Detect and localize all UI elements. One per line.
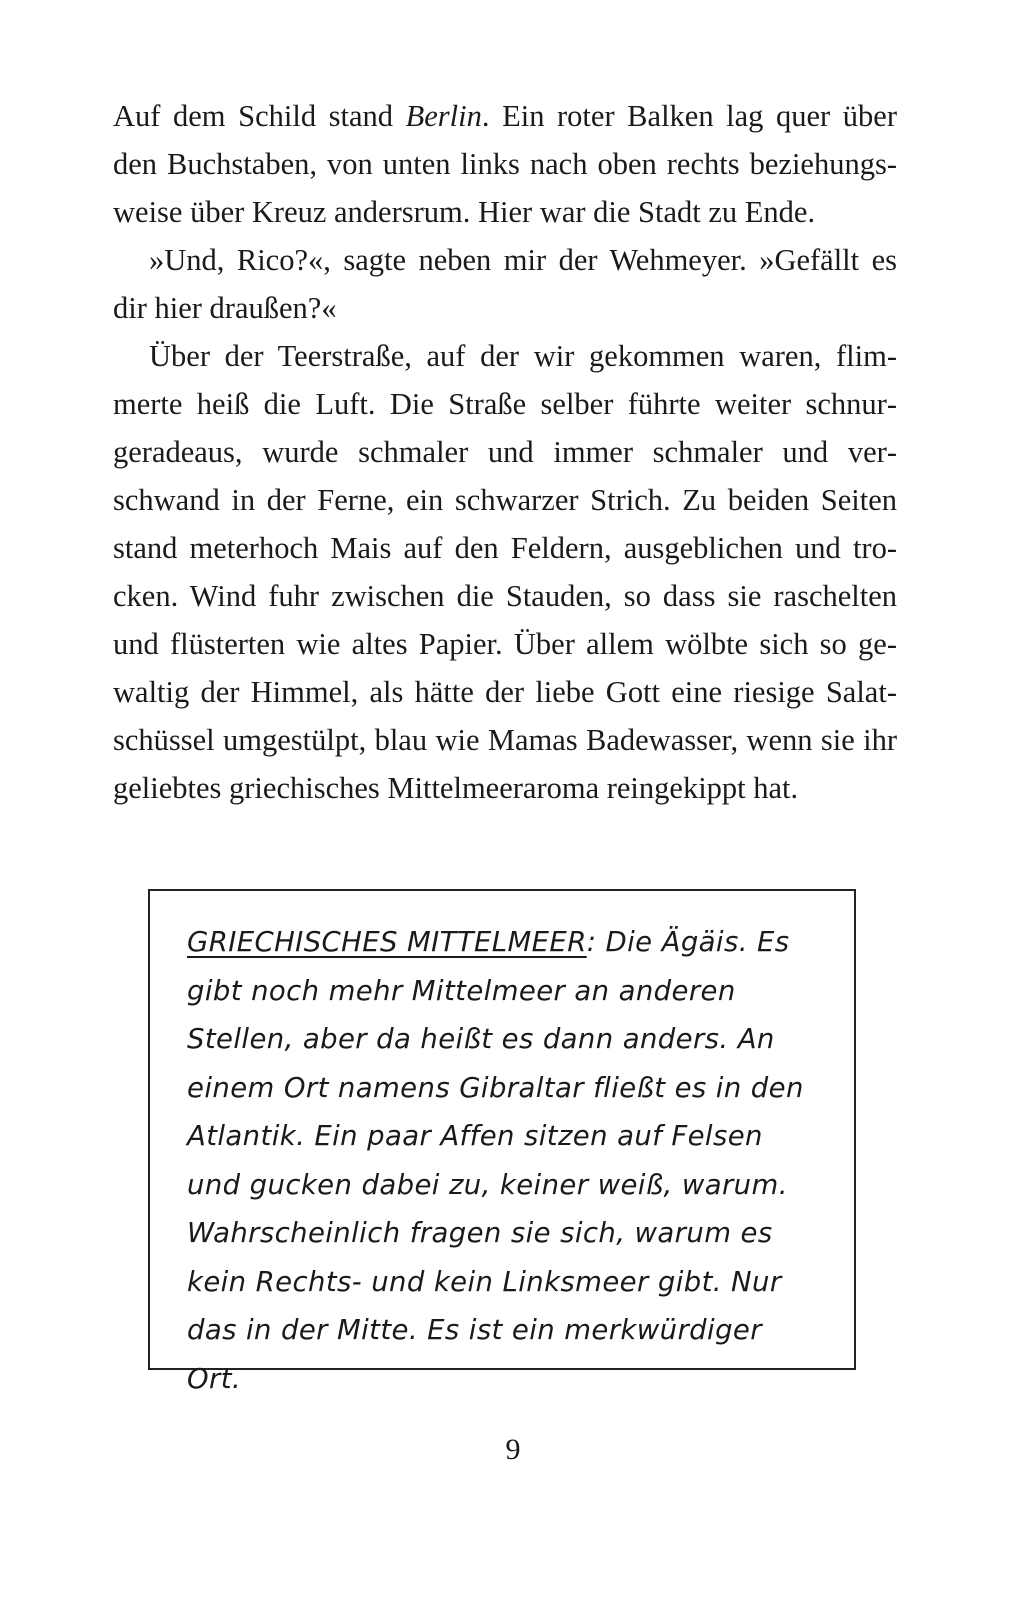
paragraph-3: Über der Teerstraße, auf der wir gekommen waren, flimmerte heiß die Luft. Die Straße selber führte weiter schnurgeradeaus, wurde schmaler und immer schmaler und verschwand in der Ferne, ein schwarzer Strich. Zu beiden Seiten stand meterhoch Mais auf den Feldern, ausgeblichen und trocken. Wind fuhr zwischen die Stauden, so dass sie raschelten und flüsterten wie altes Papier. Über allem wölbte sich so gewaltig der Himmel, als hätte der liebe Gott eine riesige Salatschüssel umgestülpt, blau wie Mamas Badewasser, wenn sie ihr geliebtes griechisches Mittelmeeraroma reingekippt hat. <box>113 339 897 805</box>
sign-text-berlin: Berlin <box>405 99 482 133</box>
paragraph-1 <box>113 92 897 236</box>
body-text <box>113 92 897 812</box>
glossary-note-box <box>148 889 856 1395</box>
paragraph-2: »Und, Rico?«, sagte neben mir der Wehmeyer. »Gefällt es dir hier draußen?« <box>113 243 897 325</box>
glossary-definition: Die Ägäis. Es gibt noch mehr Mittelmeer an anderen Stellen, aber da heißt es dann anders. An einem Ort namens Gibraltar fließt es in den Atlantik. Ein paar Affen sitzen auf Felsen und gucken dabei zu, keiner weiß, warum. Wahrscheinlich fragen sie sich, warum es kein Rechts- und kein Linksmeer gibt. Nur das in der Mitte. Es ist ein merkwürdiger Ort. <box>187 926 804 1395</box>
glossary-separator: : <box>586 926 597 958</box>
glossary-note-text <box>187 918 825 1403</box>
paragraph-1-start: Auf dem Schild stand <box>113 99 406 133</box>
page-number: 9 <box>505 1433 521 1466</box>
glossary-term: GRIECHISCHES MITTELMEER <box>187 926 587 958</box>
paragraph-1-rest: . Ein roter Balken lag quer über den Buchstaben, von unten links nach oben rechts beziehungsweise über Kreuz andersrum. Hier war die Stadt zu Ende. <box>113 99 897 229</box>
